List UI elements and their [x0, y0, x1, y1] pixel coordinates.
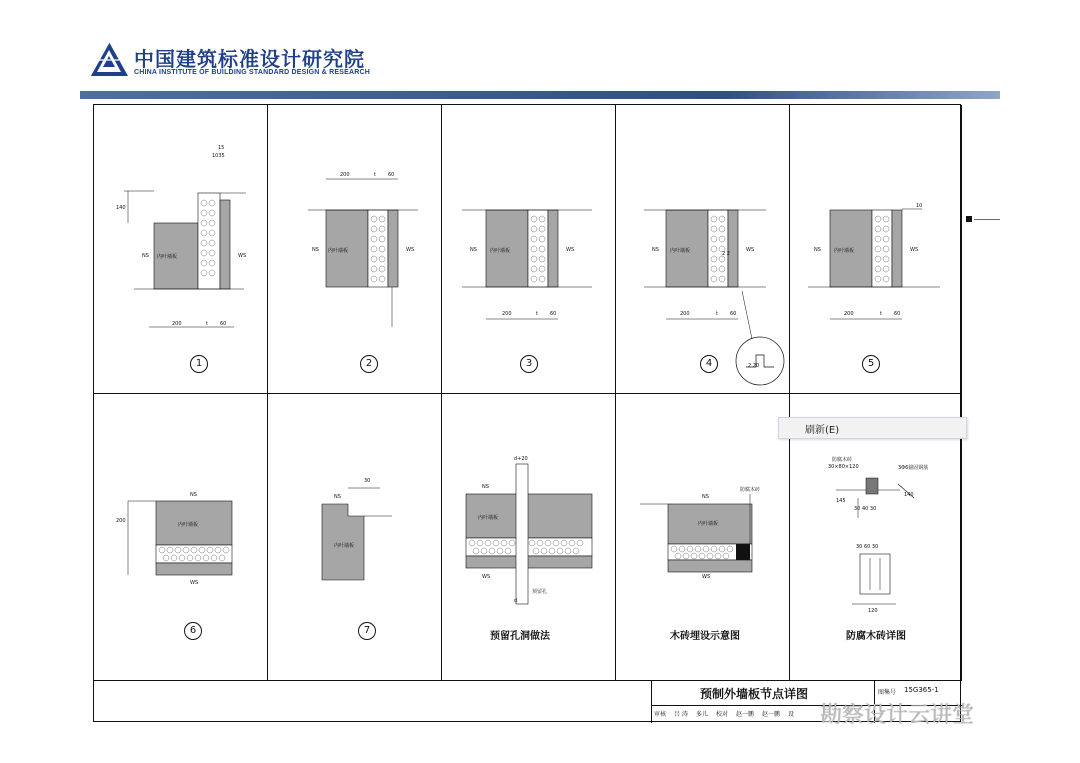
drawing-sheet [93, 104, 961, 722]
review-cell: 校对 [715, 711, 728, 718]
ws-label: WS [482, 574, 491, 580]
ns-label: NS [312, 247, 319, 253]
detail-cell-4 [616, 105, 790, 394]
detail-cell-5 [790, 105, 962, 394]
inner-panel-label: 内叶墙板 [478, 515, 499, 521]
ns-label: NS [470, 247, 477, 253]
detail-cell-1 [94, 105, 268, 394]
detail-number-4: 4 [700, 355, 718, 373]
ws-label: WS [190, 580, 199, 586]
ns-label: NS [190, 492, 197, 498]
dim-30: 30 [364, 478, 371, 484]
dim-t: t [880, 311, 882, 317]
inner-panel-label: 内叶墙板 [157, 254, 178, 260]
detail-number-3: 3 [520, 355, 538, 373]
dim-30-40-30: 30 40 30 [854, 506, 877, 512]
inner-panel-label: 内叶墙板 [178, 522, 199, 528]
logo-chinese: 中国建筑标准设计研究院 [134, 47, 365, 71]
dim-1035: 1035 [212, 153, 225, 159]
anchor-bar-label: 3Φ6锚固钢筋 [898, 465, 929, 471]
ws-label: WS [746, 247, 755, 253]
detail-cell-7 [268, 394, 442, 681]
detail-number-1: 1 [190, 355, 208, 373]
dim-60: 60 [388, 172, 395, 178]
hole-label: 预留孔 [532, 589, 548, 595]
ns-label: NS [814, 247, 821, 253]
atlas-number: 15G365-1 [904, 686, 939, 694]
dim-120: 120 [868, 608, 878, 614]
dim-15: 15 [218, 145, 225, 151]
dim-200: 200 [844, 311, 854, 317]
ns-label: NS [652, 247, 659, 253]
dim-200: 200 [340, 172, 350, 178]
side-rule [974, 219, 1000, 220]
ns-label: NS [334, 494, 341, 500]
context-menu [778, 417, 967, 439]
detail-cell-wood-brick [616, 394, 790, 681]
detail-cell-3 [442, 105, 616, 394]
inner-panel-label: 内叶墙板 [698, 521, 719, 527]
detail-number-7: 7 [358, 622, 376, 640]
detail-7-drawing [268, 394, 442, 681]
inner-panel-label: 内叶墙板 [328, 248, 349, 254]
detail-2-drawing [268, 105, 442, 394]
dim-t: t [716, 311, 718, 317]
inner-panel-label: 内叶墙板 [334, 543, 355, 549]
review-cell: 吕 涛 [674, 711, 688, 718]
detail-4-drawing [616, 105, 790, 394]
inner-panel-label: 内叶墙板 [670, 248, 691, 254]
drawing-title: 预制外墙板节点详图 [700, 687, 809, 701]
review-cell: 赵一鹏 [761, 711, 780, 718]
anticorrosion-caption: 防腐木砖详图 [846, 631, 906, 642]
d-label: d [514, 598, 518, 604]
dim-140: 140 [904, 492, 914, 498]
dim-200: 200 [680, 311, 690, 317]
logo-mark-icon [88, 40, 130, 80]
atlas-label: 图集号 [878, 689, 897, 696]
side-marker-icon [966, 216, 972, 222]
ws-label: WS [238, 253, 247, 259]
detail-number-5: 5 [862, 355, 880, 373]
detail-cell-2 [268, 105, 442, 394]
detail-1-drawing [94, 105, 268, 394]
ws-label: WS [910, 247, 919, 253]
watermark: 勘察设计云讲堂 [820, 703, 975, 728]
detail-cell-6 [94, 394, 268, 681]
review-cell: 设 [788, 711, 795, 718]
reserved-hole-caption: 预留孔洞做法 [490, 631, 550, 642]
ns-label: NS [702, 494, 709, 500]
detail-6-drawing [94, 394, 268, 681]
wood-brick-label: 防腐木砖 [832, 457, 853, 463]
wood-brick-label: 防腐木砖 [740, 487, 761, 493]
dim-30-60-30: 30 60 30 [856, 544, 879, 550]
review-row [654, 709, 794, 718]
dim-140: 140 [116, 205, 126, 211]
dim-200: 200 [172, 321, 182, 327]
dim-60: 60 [220, 321, 227, 327]
dim-60: 60 [550, 311, 557, 317]
context-menu-refresh[interactable]: 刷新(E) [805, 425, 840, 436]
dim-60: 60 [894, 311, 901, 317]
detail-number-2: 2 [360, 355, 378, 373]
dim-10: 10 [916, 203, 923, 209]
review-cell: 审核 [654, 711, 667, 718]
wood-brick-caption: 木砖埋设示意图 [670, 631, 740, 642]
logo-english: CHINA INSTITUTE OF BUILDING STANDARD DESIGN & RESEARCH [134, 69, 370, 76]
inner-panel-label: 内叶墙板 [490, 248, 511, 254]
dim-t: t [536, 311, 538, 317]
dim-2-2: 2 2 [722, 251, 730, 257]
detail-number-6: 6 [184, 622, 202, 640]
dim-200: 200 [502, 311, 512, 317]
dim-d20: d+20 [514, 456, 528, 462]
wood-size-label: 30×80×120 [828, 464, 859, 470]
ws-label: WS [702, 574, 711, 580]
ns-label: NS [482, 484, 489, 490]
dim-t: t [374, 172, 376, 178]
detail-3-drawing [442, 105, 616, 394]
header-bar [80, 91, 1000, 99]
dim-60: 60 [730, 311, 737, 317]
ws-label: WS [406, 247, 415, 253]
dim-t: t [206, 321, 208, 327]
ns-label: NS [142, 253, 149, 259]
dim-200: 200 [116, 518, 126, 524]
review-cell: 赵一鹏 [735, 711, 754, 718]
ws-label: WS [566, 247, 575, 253]
review-cell: 多儿 [695, 711, 708, 718]
dim-145: 145 [836, 498, 846, 504]
dim-2-20: 2 20 [748, 363, 760, 369]
inner-panel-label: 内叶墙板 [834, 248, 855, 254]
institute-logo [88, 40, 418, 84]
detail-cell-reserved-hole [442, 394, 616, 681]
